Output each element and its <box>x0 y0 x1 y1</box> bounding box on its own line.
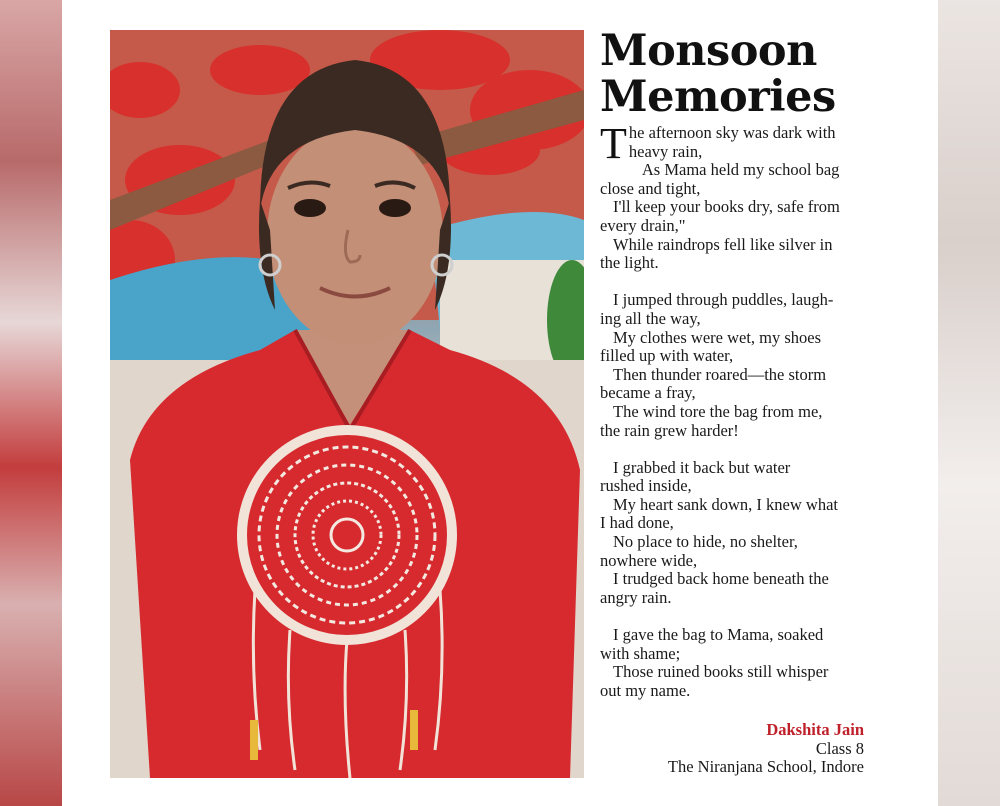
poem-line: While raindrops fell like silver in <box>613 234 833 254</box>
poem-line: I trudged back home beneath the <box>613 569 829 589</box>
poem-line: I'll keep your books dry, safe from <box>613 197 840 217</box>
poem-line: No place to hide, no shelter, <box>613 532 798 552</box>
poem-line: Then thunder roared—the storm <box>613 364 827 384</box>
poem-line: My clothes were wet, my shoes <box>613 327 822 347</box>
title-line-2: Memories <box>600 72 836 122</box>
poem-line: rushed inside, <box>600 476 692 496</box>
poem-line: with shame; <box>600 643 681 663</box>
poem-line: Those ruined books still whisper <box>613 662 829 682</box>
poem-line: The wind tore the bag from me, <box>613 401 823 421</box>
left-eye <box>294 199 326 217</box>
poem-line: the light. <box>600 253 659 273</box>
drop-cap: T <box>600 119 627 168</box>
poem-body <box>600 119 870 719</box>
stanza-3 <box>600 459 870 608</box>
poem-line: became a fray, <box>600 383 696 403</box>
poem-line: he afternoon sky was dark with <box>628 123 836 142</box>
poem-line: I gave the bag to Mama, soaked <box>613 625 824 645</box>
poem-line: ing all the way, <box>600 308 701 328</box>
newspaper-clipping <box>62 0 938 806</box>
poem-line: every drain," <box>600 215 686 235</box>
face <box>267 125 443 345</box>
poem-line: nowhere wide, <box>600 550 698 570</box>
poem-line: I had done, <box>600 513 674 533</box>
poem-line: out my name. <box>600 680 691 700</box>
poem-line: heavy rain, <box>628 141 703 161</box>
poem-line: I grabbed it back but water <box>613 457 791 477</box>
poem-line: filled up with water, <box>600 346 734 366</box>
poem-line: angry rain. <box>600 587 672 607</box>
title-line-1: Monsoon <box>600 26 817 76</box>
poem-line: close and tight, <box>600 178 701 198</box>
portrait-illustration <box>110 30 584 778</box>
author-name: Dakshita Jain <box>766 720 864 739</box>
poem-line: My heart sank down, I knew what <box>613 494 838 514</box>
blurred-background-left <box>0 0 62 806</box>
poem-line: As Mama held my school bag <box>641 160 840 180</box>
author-class: Class 8 <box>815 738 864 758</box>
poem-line: I jumped through puddles, laugh- <box>613 290 834 310</box>
author-school: The Niranjana School, Indore <box>667 757 864 777</box>
poem-line: the rain grew harder! <box>600 420 739 440</box>
article-title <box>600 28 930 120</box>
right-eye <box>379 199 411 217</box>
blurred-background-right <box>938 0 1000 806</box>
student-portrait-photo <box>110 30 584 778</box>
author-byline <box>668 721 864 777</box>
stanza-2 <box>600 291 870 440</box>
stanza-1 <box>600 119 870 273</box>
stanza-4 <box>600 626 870 700</box>
